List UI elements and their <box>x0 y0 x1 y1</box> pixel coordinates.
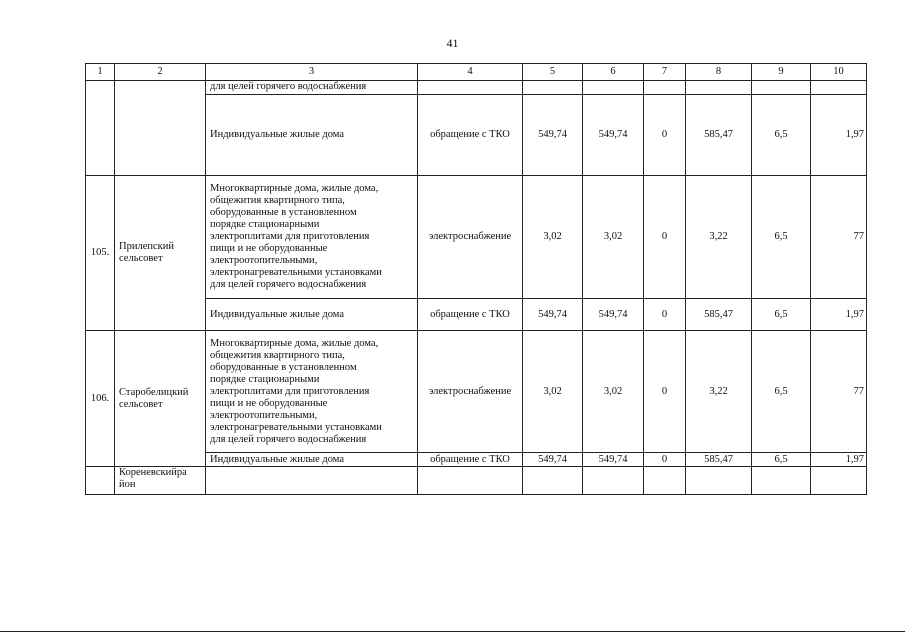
value-cell: 3,02 <box>583 331 644 453</box>
header-cell: 4 <box>418 64 523 81</box>
value-cell: 6,5 <box>752 299 811 331</box>
value-cell: 77 <box>811 176 867 299</box>
table-row <box>86 176 867 299</box>
value-cell: 3,22 <box>686 331 752 453</box>
header-cell: 2 <box>115 64 206 81</box>
value-cell: 3,02 <box>523 331 583 453</box>
value-cell: 549,74 <box>523 95 583 176</box>
service-cell: электроснабжение <box>418 176 523 299</box>
value-cell: 549,74 <box>583 95 644 176</box>
value-cell: 1,97 <box>811 95 867 176</box>
header-cell: 1 <box>86 64 115 81</box>
consumer-category-cell: для целей горячего водоснабжения <box>206 81 418 95</box>
value-cell: 585,47 <box>686 299 752 331</box>
consumer-category-cell: Индивидуальные жилые дома <box>206 299 418 331</box>
district-cell: Кореневскийра йон <box>115 467 206 495</box>
page-number: 41 <box>446 36 459 50</box>
value-cell: 1,97 <box>811 299 867 331</box>
page-bottom-border <box>0 631 905 632</box>
service-cell: обращение с ТКО <box>418 299 523 331</box>
value-cell: 6,5 <box>752 331 811 453</box>
settlement-cell <box>115 81 206 176</box>
service-cell: электроснабжение <box>418 331 523 453</box>
settlement-cell: Прилепский сельсовет <box>115 176 206 331</box>
table-row <box>86 81 867 95</box>
value-cell: 6,5 <box>752 95 811 176</box>
value-cell: 0 <box>644 299 686 331</box>
value-cell: 3,02 <box>583 176 644 299</box>
tariff-table <box>85 63 867 495</box>
service-cell: обращение с ТКО <box>418 95 523 176</box>
header-cell: 9 <box>752 64 811 81</box>
row-number-cell: 105. <box>86 176 115 331</box>
header-cell: 7 <box>644 64 686 81</box>
value-cell: 3,22 <box>686 176 752 299</box>
value-cell: 0 <box>644 176 686 299</box>
row-number-cell: 106. <box>86 331 115 467</box>
consumer-category-cell: Многоквартирные дома, жилые дома, общежития квартирного типа, оборудованные в установленном порядке стационарными электроплитами для приготовления пищи и не оборудованные электроотопительными, электронагревательными установками для целей горячего водоснабжения <box>206 176 418 299</box>
consumer-category-cell: Многоквартирные дома, жилые дома, общежития квартирного типа, оборудованные в установленном порядке стационарными электроплитами для приготовления пищи и не оборудованные электроотопительными, электронагревательными установками для целей горячего водоснабжения <box>206 331 418 453</box>
value-cell: 549,74 <box>583 453 644 467</box>
consumer-category-cell: Индивидуальные жилые дома <box>206 453 418 467</box>
value-cell: 1,97 <box>811 453 867 467</box>
header-cell: 6 <box>583 64 644 81</box>
header-cell: 5 <box>523 64 583 81</box>
table-row <box>86 331 867 453</box>
value-cell: 6,5 <box>752 176 811 299</box>
settlement-cell: Старобелицкий сельсовет <box>115 331 206 467</box>
value-cell: 549,74 <box>583 299 644 331</box>
value-cell: 6,5 <box>752 453 811 467</box>
value-cell: 3,02 <box>523 176 583 299</box>
value-cell: 0 <box>644 95 686 176</box>
service-cell: обращение с ТКО <box>418 453 523 467</box>
value-cell: 585,47 <box>686 95 752 176</box>
value-cell: 549,74 <box>523 453 583 467</box>
header-cell: 10 <box>811 64 867 81</box>
table-row <box>86 467 867 495</box>
row-number-cell <box>86 81 115 176</box>
consumer-category-cell: Индивидуальные жилые дома <box>206 95 418 176</box>
header-cell: 8 <box>686 64 752 81</box>
value-cell: 549,74 <box>523 299 583 331</box>
value-cell: 77 <box>811 331 867 453</box>
table-header-row <box>86 64 867 81</box>
value-cell: 585,47 <box>686 453 752 467</box>
value-cell: 0 <box>644 331 686 453</box>
header-cell: 3 <box>206 64 418 81</box>
value-cell: 0 <box>644 453 686 467</box>
